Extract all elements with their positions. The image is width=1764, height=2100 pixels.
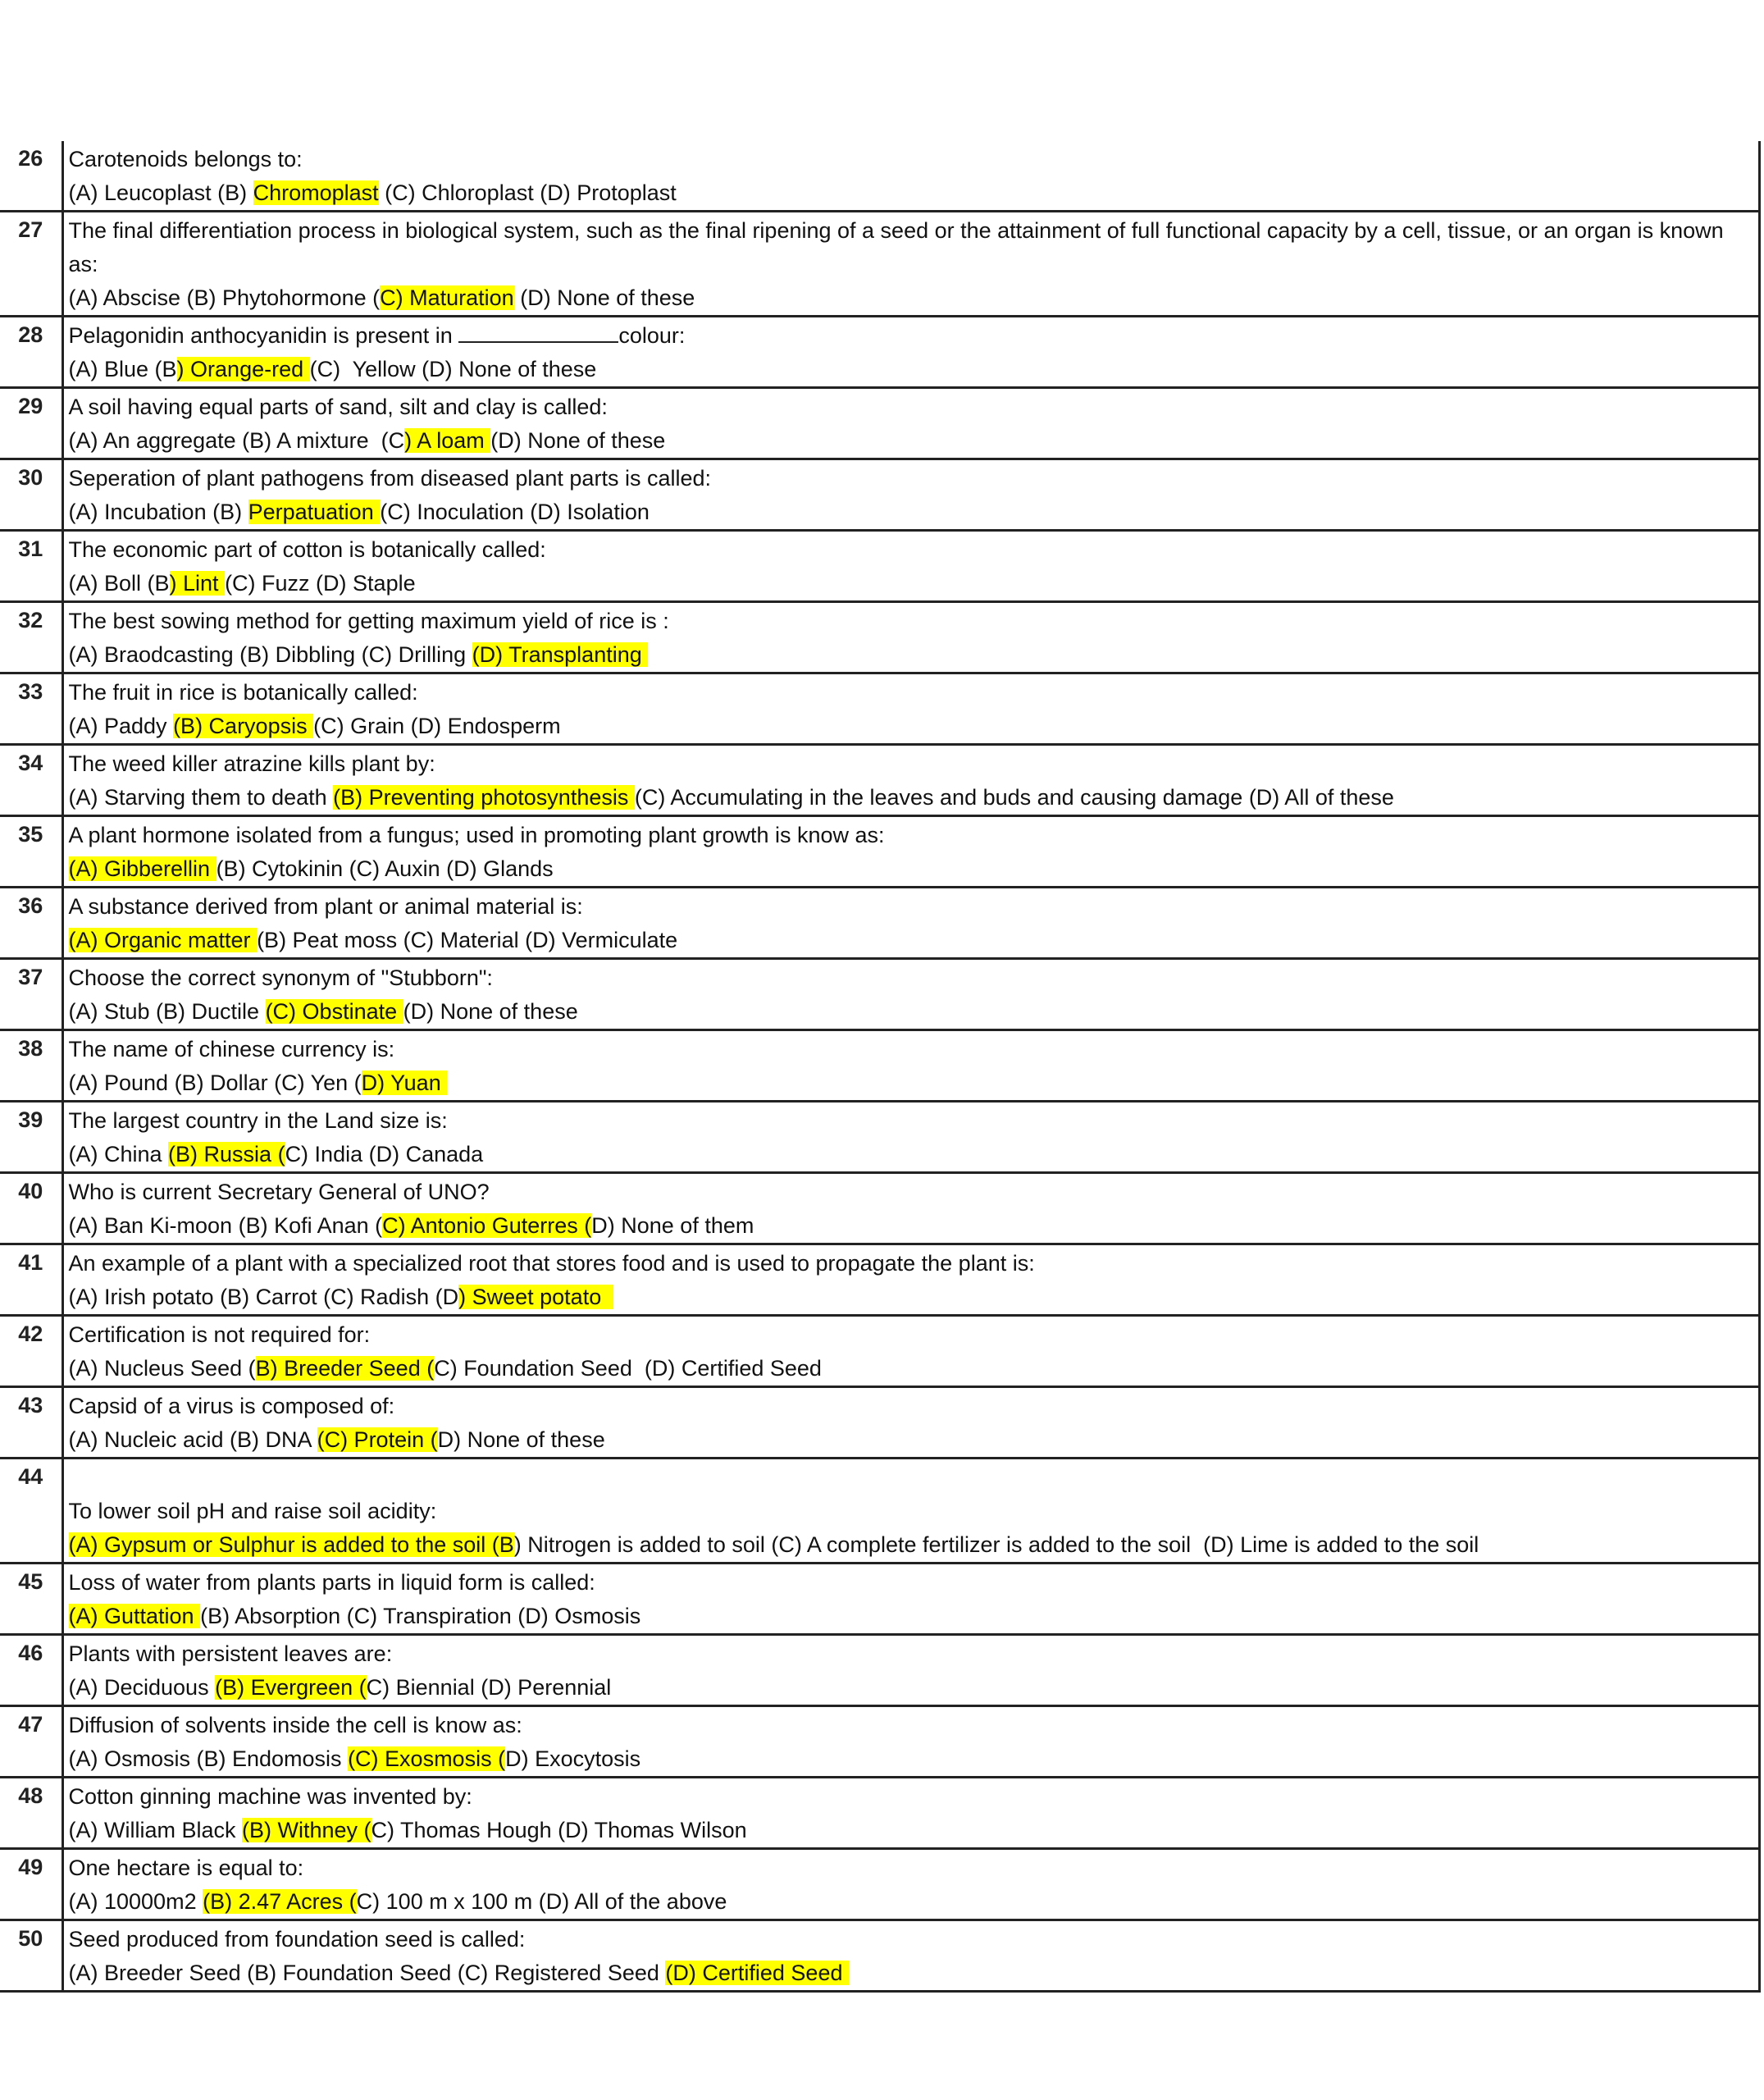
option-text: (D) None of these (513, 285, 695, 310)
option-text: (A) Breeder Seed (B) Foundation Seed (C) Registered Seed (68, 1961, 666, 1985)
question-text (69, 605, 1752, 638)
question-cell (62, 1102, 1759, 1173)
option-text: (B) Absorption (C) Transpiration (D) Osmosis (200, 1604, 641, 1628)
option-text: (A) 10000m2 (68, 1889, 203, 1914)
options-line (69, 995, 1752, 1029)
mcq-table (0, 141, 1761, 1993)
highlighted-answer: (D) Certified Seed (665, 1961, 849, 1985)
question-cell (62, 317, 1759, 388)
options-line (69, 424, 1752, 458)
option-text: (A) Stub (B) Ductile (68, 999, 266, 1024)
question-text (69, 676, 1752, 710)
question-text (69, 1637, 1752, 1671)
question-stem: Carotenoids belongs to: (68, 147, 303, 171)
highlighted-answer: (B) Caryopsis (173, 714, 314, 738)
question-row (0, 1387, 1759, 1459)
options-line (69, 924, 1752, 957)
question-stem: A substance derived from plant or animal material is: (68, 894, 583, 919)
question-text (69, 462, 1752, 495)
options-line (69, 1066, 1752, 1100)
question-cell (62, 888, 1759, 959)
question-cell (62, 816, 1759, 888)
option-text: (A) Deciduous (68, 1675, 216, 1700)
question-row (0, 959, 1759, 1030)
highlighted-answer: (A) Gibberellin (68, 856, 217, 881)
highlighted-answer: (C) Exosmosis ( (348, 1746, 506, 1771)
question-text (69, 143, 1752, 176)
question-row (0, 673, 1759, 745)
options-line (69, 1528, 1752, 1562)
question-cell (62, 531, 1759, 602)
question-cell (62, 1387, 1759, 1459)
option-text: (A) Irish potato (B) Carrot (C) Radish (D (68, 1285, 459, 1309)
highlighted-answer: (B) Preventing photosynthesis (333, 785, 635, 810)
option-text: (A) Ban Ki-moon (B) Kofi Anan ( (68, 1213, 383, 1238)
highlighted-answer: (A) Gypsum or Sulphur is added to the soil (B (68, 1532, 514, 1557)
question-stem: Loss of water from plants parts in liquid form is called: (68, 1570, 595, 1595)
option-text: (A) Nucleic acid (B) DNA (68, 1427, 317, 1452)
question-cell (62, 1849, 1759, 1920)
options-line (69, 176, 1752, 210)
question-stem: Seperation of plant pathogens from diseased plant parts is called: (68, 466, 711, 491)
option-text: (A) William Black (68, 1818, 243, 1842)
option-text: (A) Braodcasting (B) Dibbling (C) Drilling (68, 642, 472, 667)
question-row (0, 1102, 1759, 1173)
question-text (69, 747, 1752, 781)
option-text: (B) Cytokinin (C) Auxin (D) Glands (216, 856, 554, 881)
question-stem: Pelagonidin anthocyanidin is present in (68, 323, 453, 348)
question-row (0, 1920, 1759, 1992)
question-text (69, 1247, 1752, 1281)
option-text: (A) Blue (B (68, 357, 177, 381)
question-text (69, 1851, 1752, 1885)
highlighted-answer: ) Lint (169, 571, 226, 596)
question-cell (62, 1635, 1759, 1706)
question-cell (62, 1706, 1759, 1778)
options-line (69, 281, 1752, 315)
highlighted-answer: Perpatuation (248, 500, 381, 524)
question-cell (62, 141, 1759, 212)
question-text (69, 1780, 1752, 1814)
option-text: C) Foundation Seed (D) Certified Seed (434, 1356, 822, 1381)
option-text: (A) An aggregate (B) A mixture (C (68, 428, 405, 453)
question-row (0, 1173, 1759, 1244)
option-text: (B) Peat moss (C) Material (D) Vermiculate (257, 928, 678, 952)
question-stem: A soil having equal parts of sand, silt and clay is called: (68, 395, 608, 419)
options-line (69, 567, 1752, 600)
question-stem: Seed produced from foundation seed is called: (68, 1927, 526, 1952)
highlighted-answer: (C) Obstinate (265, 999, 403, 1024)
question-row (0, 1459, 1759, 1564)
question-text (69, 961, 1752, 995)
question-number: 46 (18, 1641, 43, 1665)
options-line (69, 852, 1752, 886)
highlighted-answer: D) Yuan (361, 1071, 448, 1095)
highlighted-answer: ) A loam (404, 428, 491, 453)
option-text: (D) None of these (403, 999, 578, 1024)
question-number: 49 (18, 1855, 43, 1879)
question-row (0, 317, 1759, 388)
option-text: (C) Fuzz (D) Staple (225, 571, 416, 596)
question-cell (62, 1920, 1759, 1992)
question-text (69, 1318, 1752, 1352)
question-row (0, 1244, 1759, 1316)
option-text: C) India (D) Canada (285, 1142, 484, 1166)
question-stem: The economic part of cotton is botanically called: (68, 537, 546, 562)
question-number: 29 (18, 394, 43, 418)
question-row (0, 888, 1759, 959)
question-stem: One hectare is equal to: (68, 1856, 304, 1880)
question-row (0, 212, 1759, 317)
highlighted-answer: (B) Evergreen ( (215, 1675, 367, 1700)
question-text (69, 319, 1752, 353)
question-number: 40 (18, 1179, 43, 1203)
question-stem: An example of a plant with a specialized root that stores food and is used to propagate the plant is: (68, 1251, 1035, 1276)
question-text (69, 1104, 1752, 1138)
highlighted-answer: C) Antonio Guterres ( (382, 1213, 592, 1238)
question-stem-end: colour: (618, 323, 686, 348)
question-row (0, 1778, 1759, 1849)
question-stem: Who is current Secretary General of UNO? (68, 1180, 490, 1204)
question-number: 31 (18, 536, 43, 561)
question-text (69, 1176, 1752, 1209)
question-stem: Certification is not required for: (68, 1322, 371, 1347)
option-text: (C) Grain (D) Endosperm (313, 714, 561, 738)
highlighted-answer: ) Sweet potato (458, 1285, 614, 1309)
question-row (0, 1706, 1759, 1778)
question-text (69, 890, 1752, 924)
question-stem: Capsid of a virus is composed of: (68, 1394, 395, 1418)
question-stem: The name of chinese currency is: (68, 1037, 395, 1061)
options-line (69, 353, 1752, 386)
question-number: 37 (18, 965, 43, 989)
options-line (69, 1209, 1752, 1243)
question-stem: Plants with persistent leaves are: (68, 1641, 393, 1666)
question-number: 33 (18, 679, 43, 704)
question-stem: The weed killer atrazine kills plant by: (68, 751, 435, 776)
question-number: 41 (18, 1250, 43, 1275)
question-cell (62, 1778, 1759, 1849)
option-text: (C) Inoculation (D) Isolation (380, 500, 650, 524)
highlighted-answer: ) Orange-red (176, 357, 310, 381)
question-row (0, 1316, 1759, 1387)
option-text: (A) Abscise (B) Phytohormone ( (68, 285, 381, 310)
question-row (0, 141, 1759, 212)
question-row (0, 459, 1759, 531)
options-line (69, 1281, 1752, 1314)
question-number: 27 (18, 217, 43, 242)
highlighted-answer: (D) Transplanting (472, 642, 649, 667)
fill-in-blank (458, 323, 618, 343)
option-text: (A) Nucleus Seed ( (68, 1356, 256, 1381)
option-text: ) Nitrogen is added to soil (C) A complete fertilizer is added to the soil (D) Lime is added to the soil (513, 1532, 1479, 1557)
question-row (0, 602, 1759, 673)
question-row (0, 816, 1759, 888)
option-text: (C) Yellow (D) None of these (309, 357, 597, 381)
question-number: 43 (18, 1393, 43, 1418)
highlighted-answer: (C) Protein ( (317, 1427, 438, 1452)
question-stem: To lower soil pH and raise soil acidity: (68, 1499, 437, 1523)
option-text: (A) Paddy (68, 714, 174, 738)
option-text: (A) Starving them to death (68, 785, 334, 810)
question-row (0, 745, 1759, 816)
option-text: (A) Pound (B) Dollar (C) Yen ( (68, 1071, 362, 1095)
question-stem: The largest country in the Land size is: (68, 1108, 448, 1133)
question-cell (62, 1316, 1759, 1387)
highlighted-answer: (A) Guttation (68, 1604, 201, 1628)
question-text (69, 1033, 1752, 1066)
question-number: 34 (18, 751, 43, 775)
question-stem: The final differentiation process in biological system, such as the final ripening of a seed or the attainment of full functional capacity by a cell, tissue, or an organ is known as: (68, 218, 1724, 276)
question-number: 45 (18, 1569, 43, 1594)
question-cell (62, 459, 1759, 531)
option-text: C) Thomas Hough (D) Thomas Wilson (371, 1818, 747, 1842)
option-text: D) None of these (437, 1427, 605, 1452)
option-text: (C) Chloroplast (D) Protoplast (378, 180, 677, 205)
question-number: 30 (18, 465, 43, 490)
blank-line (69, 1461, 1752, 1495)
options-line (69, 1742, 1752, 1776)
highlighted-answer: (B) Withney ( (242, 1818, 371, 1842)
options-line (69, 1885, 1752, 1919)
question-cell (62, 745, 1759, 816)
question-cell (62, 673, 1759, 745)
question-text (69, 1923, 1752, 1956)
question-row (0, 1030, 1759, 1102)
options-line (69, 1600, 1752, 1633)
question-text (69, 533, 1752, 567)
option-text: C) Biennial (D) Perennial (366, 1675, 612, 1700)
question-number: 48 (18, 1783, 43, 1808)
question-text (69, 1566, 1752, 1600)
question-stem: The fruit in rice is botanically called: (68, 680, 418, 705)
highlighted-answer: (B) Russia ( (168, 1142, 285, 1166)
question-number: 32 (18, 608, 43, 632)
question-stem: A plant hormone isolated from a fungus; used in promoting plant growth is know as: (68, 823, 885, 847)
question-stem: Diffusion of solvents inside the cell is know as: (68, 1713, 522, 1737)
mcq-table-body (0, 141, 1759, 1992)
highlighted-answer: Chromoplast (253, 180, 379, 205)
question-cell (62, 388, 1759, 459)
highlighted-answer: B) Breeder Seed ( (255, 1356, 435, 1381)
highlighted-answer: (B) 2.47 Acres ( (203, 1889, 357, 1914)
options-line (69, 495, 1752, 529)
option-text: (A) China (68, 1142, 169, 1166)
question-stem: Cotton ginning machine was invented by: (68, 1784, 472, 1809)
question-text (69, 214, 1752, 281)
question-number: 42 (18, 1322, 43, 1346)
option-text: (A) Leucoplast (B) (68, 180, 253, 205)
options-line (69, 1814, 1752, 1847)
option-text: C) 100 m x 100 m (D) All of the above (356, 1889, 727, 1914)
question-row (0, 1564, 1759, 1635)
question-text (69, 390, 1752, 424)
options-line (69, 1671, 1752, 1705)
question-number: 36 (18, 893, 43, 918)
options-line (69, 1352, 1752, 1386)
question-number: 38 (18, 1036, 43, 1061)
option-text: (C) Accumulating in the leaves and buds and causing damage (D) All of these (634, 785, 1394, 810)
options-line (69, 1956, 1752, 1990)
question-number: 26 (18, 146, 43, 171)
highlighted-answer: C) Maturation (380, 285, 514, 310)
question-number: 44 (18, 1464, 43, 1489)
question-number: 35 (18, 822, 43, 847)
question-text (69, 1390, 1752, 1423)
options-line (69, 1423, 1752, 1457)
question-cell (62, 1459, 1759, 1564)
question-row (0, 531, 1759, 602)
question-stem: The best sowing method for getting maximum yield of rice is : (68, 609, 669, 633)
options-line (69, 781, 1752, 815)
question-number: 28 (18, 322, 43, 347)
question-number: 39 (18, 1107, 43, 1132)
question-number: 50 (18, 1926, 43, 1951)
question-number: 47 (18, 1712, 43, 1737)
question-cell (62, 212, 1759, 317)
option-text: (A) Incubation (B) (68, 500, 248, 524)
question-sheet (0, 141, 1764, 1993)
option-text: (D) None of these (490, 428, 666, 453)
option-text: (A) Osmosis (B) Endomosis (68, 1746, 349, 1771)
question-text (69, 1495, 1752, 1528)
option-text: D) None of them (591, 1213, 754, 1238)
question-text (69, 1709, 1752, 1742)
question-cell (62, 1244, 1759, 1316)
options-line (69, 710, 1752, 743)
question-row (0, 388, 1759, 459)
option-text: D) Exocytosis (505, 1746, 641, 1771)
highlighted-answer: (A) Organic matter (68, 928, 258, 952)
question-stem: Choose the correct synonym of "Stubborn": (68, 966, 493, 990)
question-text (69, 819, 1752, 852)
question-cell (62, 602, 1759, 673)
option-text: (A) Boll (B (68, 571, 170, 596)
options-line (69, 1138, 1752, 1171)
question-cell (62, 1173, 1759, 1244)
options-line (69, 638, 1752, 672)
question-cell (62, 1564, 1759, 1635)
question-row (0, 1635, 1759, 1706)
question-cell (62, 1030, 1759, 1102)
question-cell (62, 959, 1759, 1030)
question-row (0, 1849, 1759, 1920)
